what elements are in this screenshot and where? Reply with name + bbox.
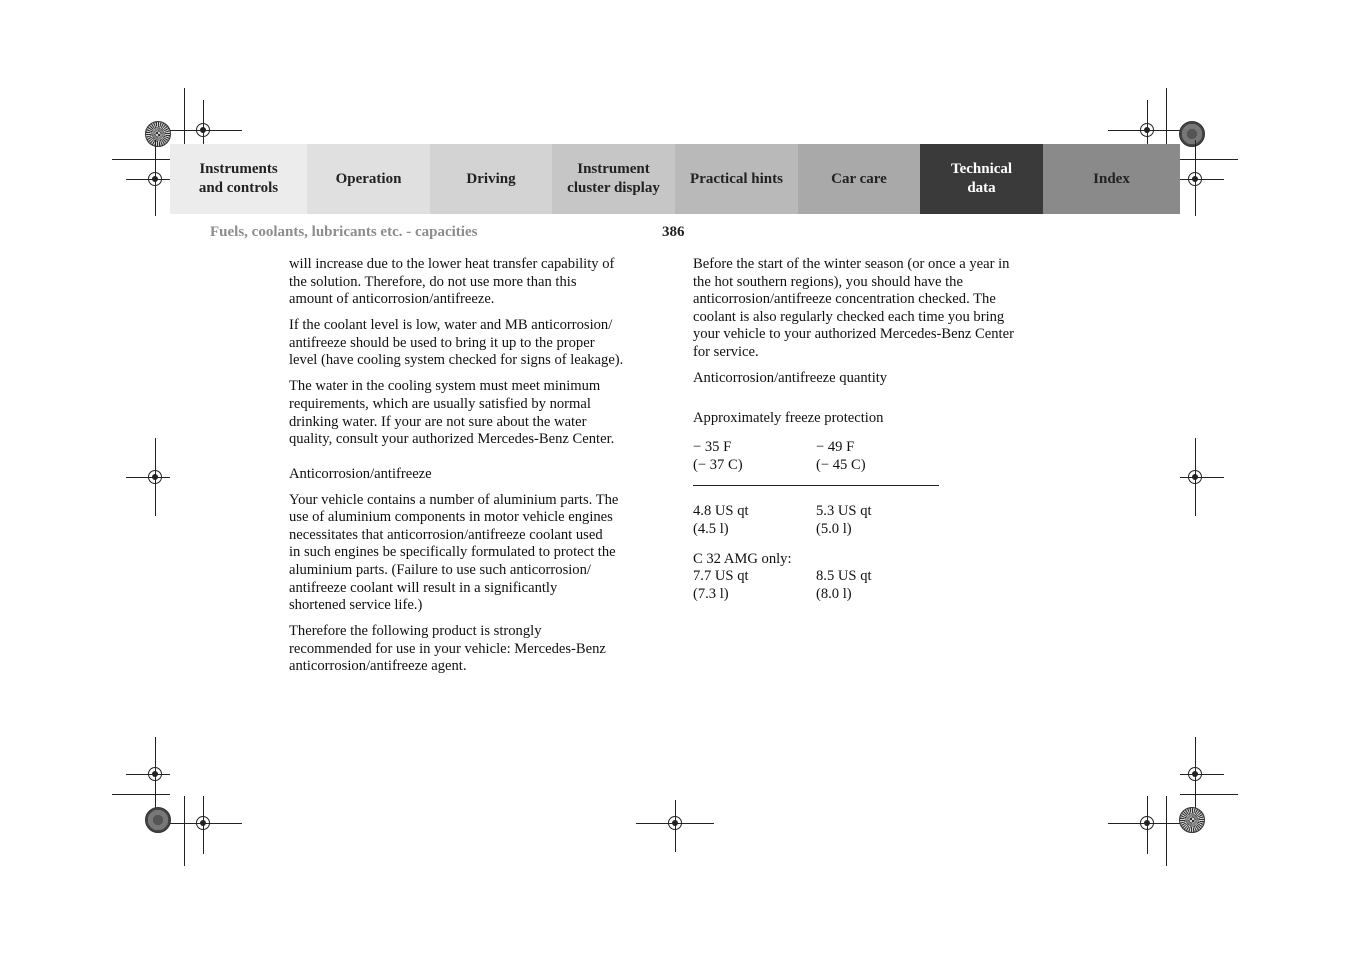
- tab-operation[interactable]: [307, 144, 430, 214]
- crosshair-target-icon: [1188, 172, 1202, 186]
- section-heading: Anticorrosion/antifreeze: [289, 465, 432, 482]
- tab-label: Car care: [831, 170, 887, 187]
- table-cell: 7.7 US qt (7.3 l): [693, 568, 749, 602]
- paragraph: Your vehicle contains a number of aluminium parts. The use of aluminium components in motor vehicle engines necessitates that anticorrosion/antifreeze coolant used in such engines be specifically formulated to protect the aluminium parts. (Failure to use such anticorrosion/ antifreeze coolant will result in a significantly shortened service life.): [289, 491, 619, 614]
- tab-label: Technical data: [950, 161, 1013, 196]
- crosshair-target-icon: [1140, 123, 1154, 137]
- paragraph: Before the start of the winter season (or once a year in the hot southern regions), you should have the anticorrosion/antifreeze concentration checked. The coolant is also regularly checked each time you bring your vehicle to your authorized Mercedes-Benz Center for service.: [693, 256, 1014, 360]
- crosshair-target-icon: [148, 172, 162, 186]
- section-tab-bar: [170, 144, 1180, 214]
- tab-index[interactable]: [1043, 144, 1180, 214]
- tab-label: Practical hints: [690, 170, 783, 187]
- crosshair-target-icon: [196, 123, 210, 137]
- paragraph: Therefore the following product is strongly recommended for use in your vehicle: Mercedes-Benz anticorrosion/antifreeze agent.: [289, 623, 606, 675]
- tab-instrument-cluster-display[interactable]: [552, 144, 675, 214]
- crosshair-target-icon: [668, 816, 682, 830]
- crosshair-target-icon: [1188, 470, 1202, 484]
- protection-heading: Approximately freeze protection: [693, 409, 884, 426]
- table-row-amg-quantities: [693, 568, 939, 603]
- crosshair-target-icon: [1140, 816, 1154, 830]
- table-cell: 4.8 US qt (4.5 l): [693, 503, 749, 537]
- color-starburst-icon: [145, 121, 171, 147]
- page-number: 386: [662, 224, 685, 240]
- section-title: Fuels, coolants, lubricants etc. - capacities: [210, 224, 478, 240]
- color-starburst-icon: [1179, 121, 1205, 147]
- color-starburst-icon: [145, 807, 171, 833]
- table-cell: − 49 F (− 45 C): [816, 439, 866, 473]
- tab-label: Instrument cluster display: [567, 161, 660, 196]
- paragraph: will increase due to the lower heat transfer capability of the solution. Therefore, do not use more than this amount of anticorrosion/antifreeze.: [289, 256, 615, 308]
- right-text-column: [693, 256, 1058, 603]
- amg-label: C 32 AMG only:: [693, 550, 792, 567]
- crosshair-target-icon: [196, 816, 210, 830]
- crosshair-target-icon: [148, 470, 162, 484]
- tab-instruments-and-controls[interactable]: [170, 144, 307, 214]
- table-cell: 5.3 US qt (5.0 l): [816, 503, 872, 537]
- crosshair-target-icon: [148, 767, 162, 781]
- color-starburst-icon: [1179, 807, 1205, 833]
- left-text-column: [289, 256, 664, 684]
- tab-label: Instruments and controls: [198, 161, 279, 196]
- table-row-temperatures: [693, 439, 939, 474]
- table-divider: [693, 485, 939, 486]
- table-row-quantities: [693, 503, 939, 538]
- tab-label: Operation: [335, 170, 402, 187]
- paragraph: If the coolant level is low, water and MB anticorrosion/ antifreeze should be used to bring it up to the proper level (have cooling system checked for signs of leakage).: [289, 317, 624, 369]
- tab-technical-data-active[interactable]: [920, 144, 1043, 214]
- paragraph: The water in the cooling system must meet minimum requirements, which are usually satisfied by normal drinking water. If your are not sure about the water quality, consult your authorized Mercedes-Benz Center.: [289, 378, 615, 448]
- antifreeze-quantity-table: [693, 439, 939, 603]
- table-cell: − 35 F (− 37 C): [693, 439, 743, 473]
- tab-label: Driving: [466, 170, 516, 187]
- tab-label: Index: [1093, 170, 1130, 187]
- table-cell: 8.5 US qt (8.0 l): [816, 568, 872, 602]
- tab-driving[interactable]: [430, 144, 552, 214]
- tab-practical-hints[interactable]: [675, 144, 798, 214]
- crosshair-target-icon: [1188, 767, 1202, 781]
- quantity-heading: Anticorrosion/antifreeze quantity: [693, 369, 888, 386]
- tab-car-care[interactable]: [798, 144, 920, 214]
